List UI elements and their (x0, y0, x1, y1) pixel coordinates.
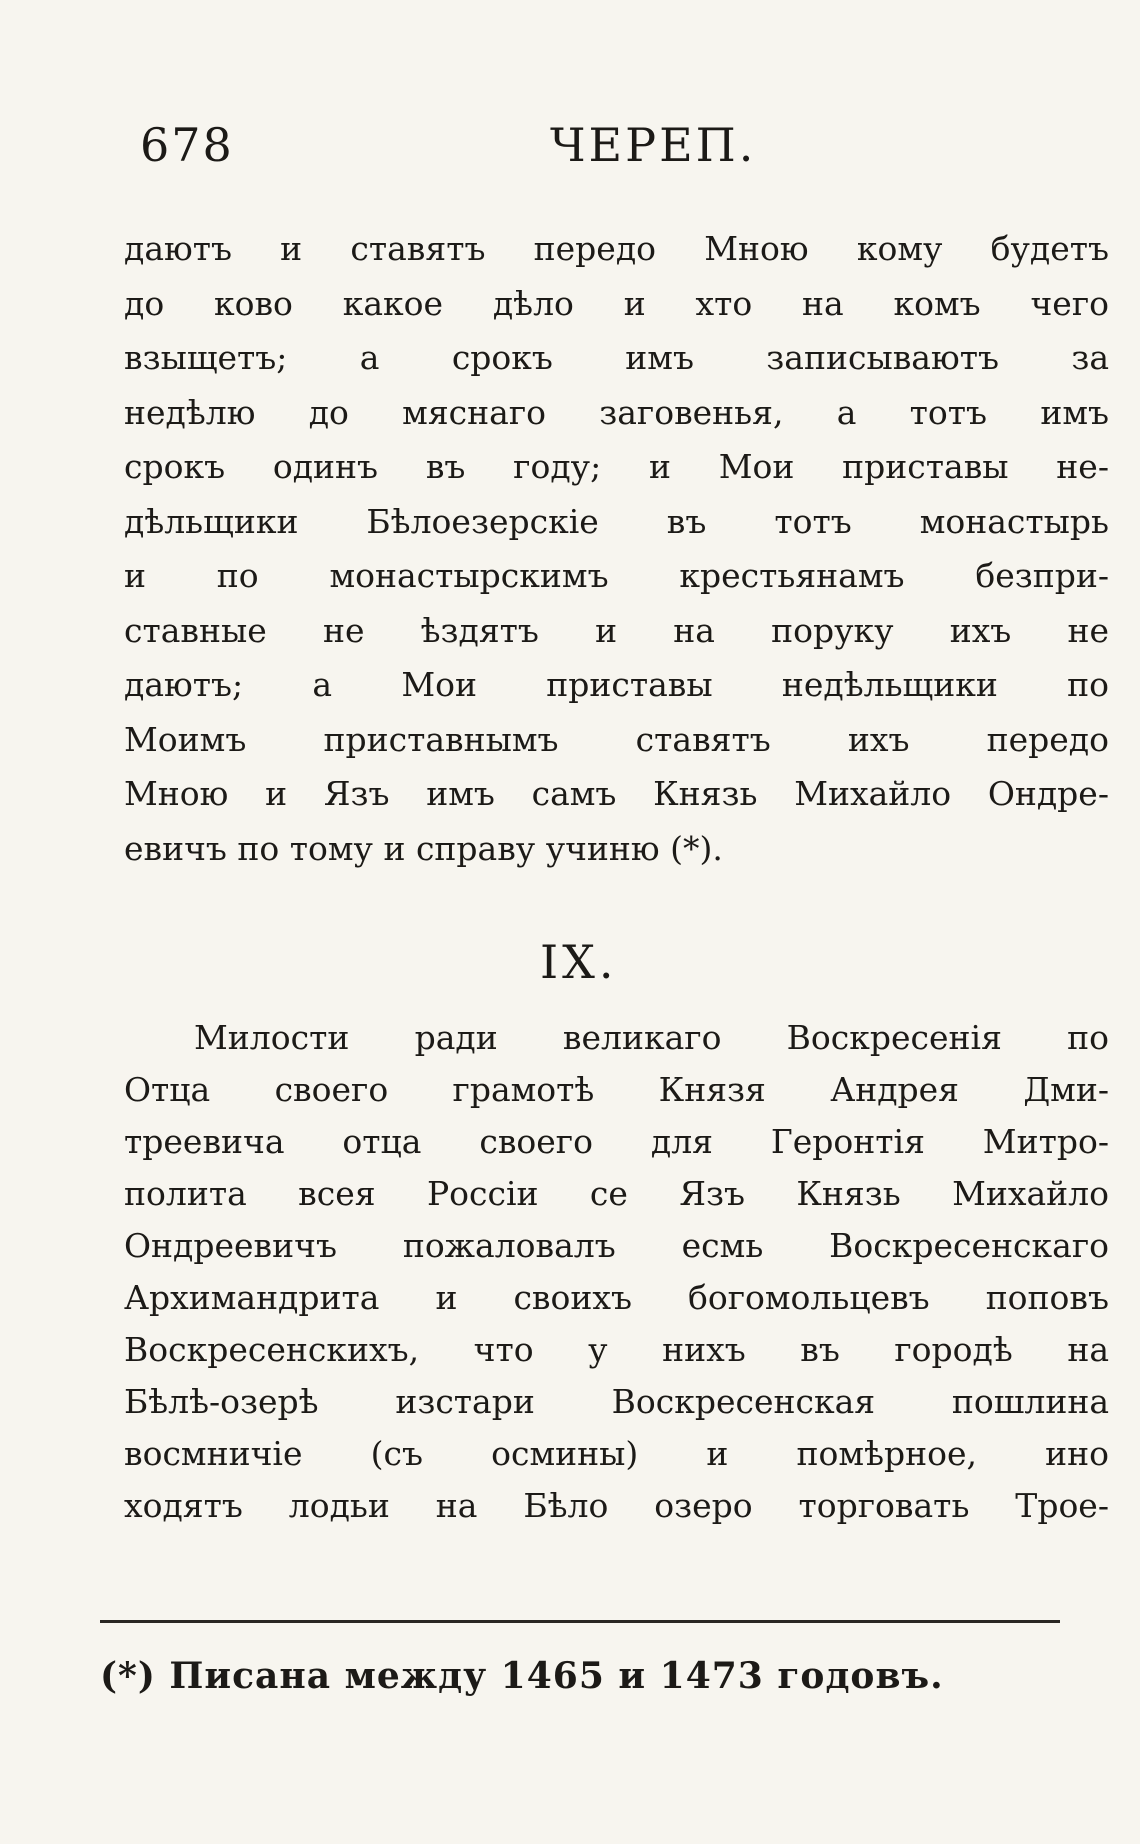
running-head: ЧЕРЕП. (550, 118, 757, 172)
text-line: треевича отца своего для Геронтія Митро- (124, 1122, 1109, 1161)
paragraph-section-ix (124, 1012, 1109, 1532)
text-line: срокъ одинъ въ году; и Мои приставы не- (124, 447, 1109, 486)
text-line: полита всея Россіи се Язъ Князь Михайло (124, 1174, 1109, 1213)
text-line: евичъ по тому и справу учиню (*). (124, 828, 723, 868)
text-line: Архимандрита и своихъ богомольцевъ поповъ (124, 1278, 1109, 1317)
text-line: Мною и Язъ имъ самъ Князь Михайло Ондре- (124, 774, 1109, 813)
text-line: Моимъ приставнымъ ставятъ ихъ передо (124, 719, 1109, 759)
text-line: Милости ради великаго Воскресенія по (194, 1018, 1109, 1057)
footnote: (*) Писана между 1465 и 1473 годовъ. (100, 1655, 944, 1697)
text-line: Бѣлѣ-озерѣ изстари Воскресенская пошлина (124, 1382, 1109, 1421)
text-line: Отца своего грамотѣ Князя Андрея Дми- (124, 1070, 1109, 1109)
text-line: ставные не ѣздятъ и на поруку ихъ не (124, 610, 1109, 650)
page-number: 678 (140, 118, 234, 172)
page-header (140, 118, 900, 178)
text-line: Воскресенскихъ, что у нихъ въ городѣ на (124, 1330, 1109, 1369)
text-line: даютъ; а Мои приставы недѣльщики по (124, 665, 1109, 704)
text-line: взыщетъ; а срокъ имъ записываютъ за (124, 338, 1109, 377)
text-line: недѣлю до мяснаго заговенья, а тотъ имъ (124, 392, 1109, 432)
text-line: ходятъ лодьи на Бѣло озеро торговать Трое- (124, 1486, 1109, 1525)
text-line: восмничіе (съ осмины) и помѣрное, ино (124, 1434, 1109, 1473)
section-numeral: IX. (540, 935, 618, 989)
text-line: дѣльщики Бѣлоезерскіе въ тотъ монастырь (124, 501, 1109, 541)
text-line: и по монастырскимъ крестьянамъ безпри- (124, 556, 1109, 595)
footnote-divider (100, 1620, 1060, 1623)
text-line: даютъ и ставятъ передо Мною кому будетъ (124, 229, 1109, 268)
paragraph-continued (124, 222, 1109, 876)
text-line: до ково какое дѣло и хто на комъ чего (124, 283, 1109, 323)
text-line: Ондреевичъ пожаловалъ есмь Воскресенскаго (124, 1226, 1109, 1265)
